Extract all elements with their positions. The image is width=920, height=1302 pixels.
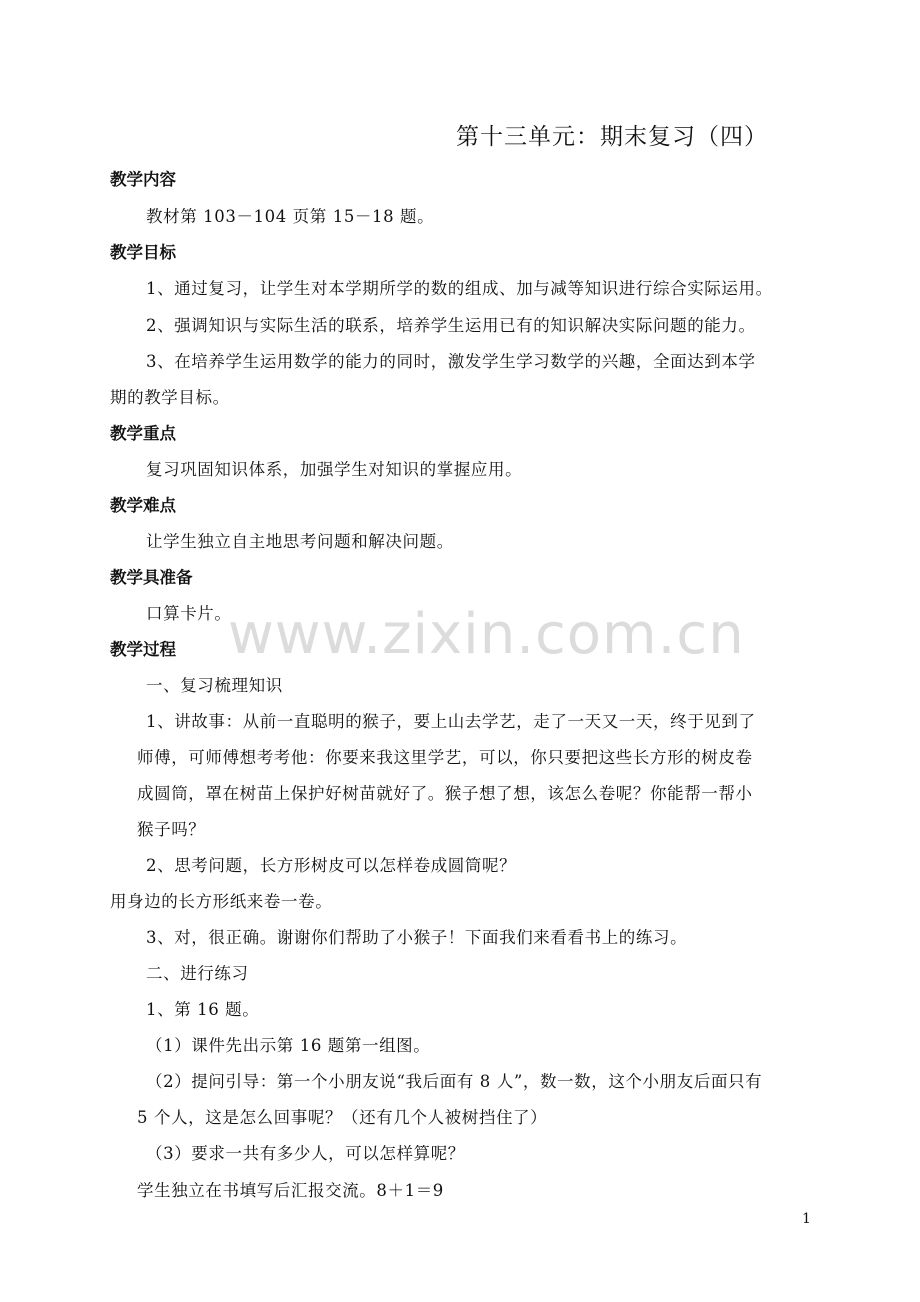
- process-line: 用身边的长方形纸来卷一卷。: [110, 892, 333, 911]
- page-number: 1: [802, 1211, 811, 1227]
- section-heading-goals: 教学目标: [110, 243, 176, 262]
- key-line: 复习巩固知识体系，加强学生对知识的掌握应用。: [146, 460, 523, 479]
- process-line: 成圆筒，罩在树苗上保护好树苗就好了。猴子想了想，该怎么卷呢？你能帮一帮小: [137, 784, 753, 803]
- goals-line: 3、在培养学生运用数学的能力的同时，激发学生学习数学的兴趣，全面达到本学: [146, 352, 756, 371]
- section-heading-tools: 教学具准备: [110, 568, 193, 587]
- process-line: 5 个人，这是怎么回事呢？（还有几个人被树挡住了）: [137, 1108, 548, 1127]
- process-line: 师傅，可师傅想考考他：你要来我这里学艺，可以，你只要把这些长方形的树皮卷: [137, 748, 753, 767]
- goals-line: 期的教学目标。: [110, 388, 230, 407]
- section-heading-process: 教学过程: [110, 640, 176, 659]
- process-line: 3、对，很正确。谢谢你们帮助了小猴子！下面我们来看看书上的练习。: [146, 928, 688, 947]
- content-line: 教材第 103－104 页第 15－18 题。: [146, 207, 435, 226]
- section-heading-difficulty: 教学难点: [110, 496, 176, 515]
- process-line: 二、进行练习: [146, 964, 249, 983]
- process-line: （1）课件先出示第 16 题第一组图。: [146, 1036, 431, 1055]
- process-line: 猴子吗？: [137, 820, 206, 839]
- page-title: 第十三单元：期末复习（四）: [456, 124, 768, 150]
- process-line: 2、思考问题，长方形树皮可以怎样卷成圆筒呢？: [146, 856, 517, 875]
- section-heading-key: 教学重点: [110, 424, 176, 443]
- goals-line: 1、通过复习，让学生对本学期所学的数的组成、加与减等知识进行综合实际运用。: [146, 279, 773, 298]
- goals-line: 2、强调知识与实际生活的联系，培养学生运用已有的知识解决实际问题的能力。: [146, 316, 756, 335]
- process-line: 1、第 16 题。: [146, 1000, 260, 1019]
- watermark-text: www.zixin.com.cn: [228, 602, 745, 667]
- process-line: （3）要求一共有多少人，可以怎样算呢？: [146, 1144, 465, 1163]
- process-line: （2）提问引导：第一个小朋友说“我后面有 8 人”，数一数，这个小朋友后面只有: [146, 1072, 763, 1091]
- tools-line: 口算卡片。: [146, 604, 232, 623]
- process-line: 1、讲故事：从前一直聪明的猴子，要上山去学艺，走了一天又一天，终于见到了: [146, 712, 756, 731]
- process-line: 学生独立在书填写后汇报交流。8＋1＝9: [137, 1181, 444, 1200]
- process-line: 一、复习梳理知识: [146, 676, 283, 695]
- difficulty-line: 让学生独立自主地思考问题和解决问题。: [146, 532, 454, 551]
- section-heading-content: 教学内容: [110, 170, 176, 189]
